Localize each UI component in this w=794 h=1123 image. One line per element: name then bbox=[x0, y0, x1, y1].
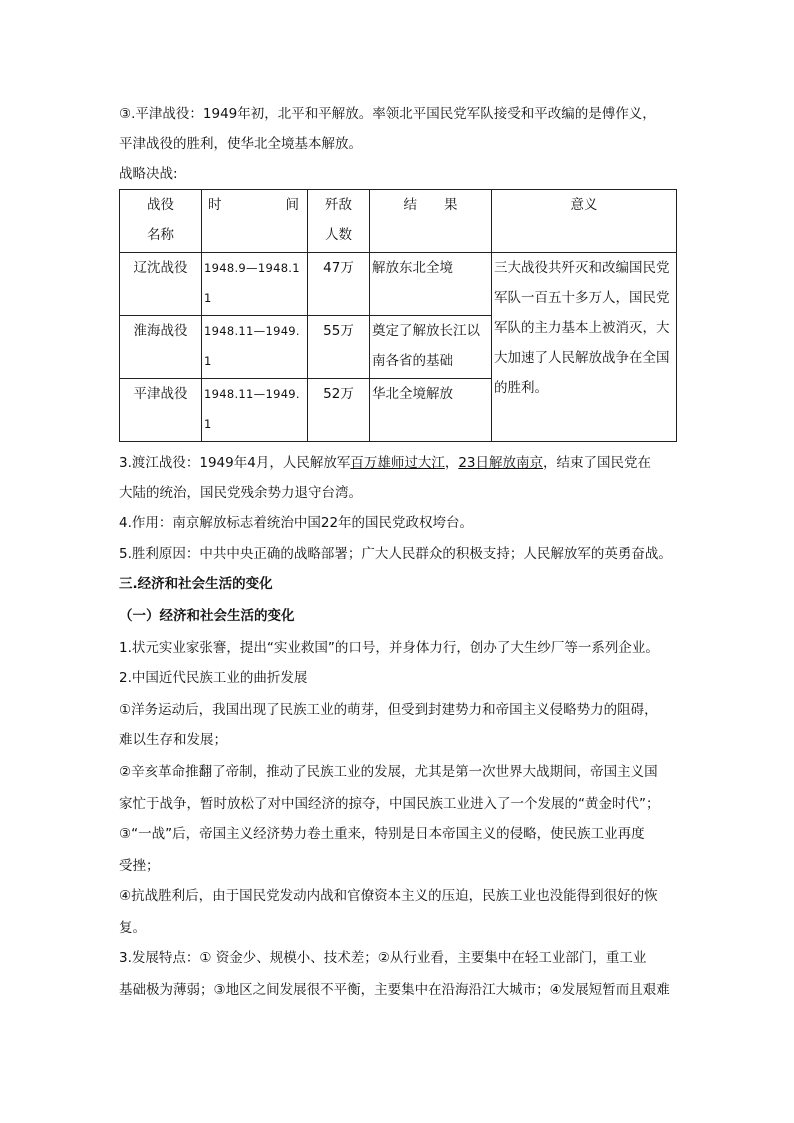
battle-result: 解放东北全境 bbox=[370, 253, 492, 316]
header-enemy-1: 歼敌 bbox=[325, 197, 352, 213]
header-enemy bbox=[308, 190, 370, 253]
decisive-battles-table bbox=[119, 189, 677, 442]
dev1-line2: 难以生存和发展； bbox=[119, 732, 227, 748]
dev3-line1: ③“一战”后，帝国主义经济势力卷土重来，特别是日本帝国主义的侵略，使民族工业再度 bbox=[119, 826, 645, 842]
pingjin-battle-line2: 平津战役的胜利，使华北全境基本解放。 bbox=[119, 136, 362, 152]
section-title: 三.经济和社会生活的变化 bbox=[119, 576, 273, 592]
header-time bbox=[202, 190, 308, 253]
victory-reasons: 5.胜利原因：中共中央正确的战略部署；广大人民群众的积极支持；人民解放军的英勇奋战。 bbox=[119, 546, 672, 562]
table-row bbox=[120, 253, 677, 316]
header-battle-name-1: 战役 bbox=[147, 197, 174, 213]
dujiang-underline-1: 百万雄师过大江 bbox=[350, 455, 445, 471]
dujiang-line2: 大陆的统治，国民党残余势力退守台湾。 bbox=[119, 485, 362, 501]
battle-enemy: 52万 bbox=[308, 379, 370, 442]
pingjin-battle-line1: ③.平津战役：1949年初，北平和平解放。率领北平国民党军队接受和平改编的是傅作义， bbox=[119, 106, 656, 122]
dujiang-underline-2: 23日解放南京 bbox=[458, 455, 544, 471]
dujiang-line1 bbox=[119, 448, 679, 478]
battle-name: 辽沈战役 bbox=[120, 253, 202, 316]
battle-result: 奠定了解放长江以南各省的基础 bbox=[370, 316, 492, 379]
dev2-line2: 家忙于战争，暂时放松了对中国经济的掠夺，中国民族工业进入了一个发展的“黄金时代”； bbox=[119, 796, 660, 812]
header-significance: 意义 bbox=[492, 190, 677, 253]
dev2-line1: ②辛亥革命推翻了帝制，推动了民族工业的发展，尤其是第一次世界大战期间，帝国主义国 bbox=[119, 764, 658, 780]
battle-name: 平津战役 bbox=[120, 379, 202, 442]
features-line1: 3.发展特点：① 资金少、规模小、技术差；②从行业看，主要集中在轻工业部门，重工业 bbox=[119, 950, 647, 966]
battle-time: 1948.11—1949.1 bbox=[202, 379, 308, 442]
header-battle-name bbox=[120, 190, 202, 253]
battles-significance: 三大战役共歼灭和改编国民党军队一百五十多万人，国民党军队的主力基本上被消灭，大大加速了人民解放战争在全国的胜利。 bbox=[492, 253, 677, 442]
item2: 2.中国近代民族工业的曲折发展 bbox=[119, 670, 308, 686]
battle-time: 1948.11—1949.1 bbox=[202, 316, 308, 379]
header-time-1: 时 bbox=[208, 197, 222, 213]
header-battle-name-2: 名称 bbox=[147, 227, 174, 243]
battle-enemy: 47万 bbox=[308, 253, 370, 316]
effect-line: 4.作用：南京解放标志着统治中国22年的国民党政权垮台。 bbox=[119, 515, 474, 531]
features-line2: 基础极为薄弱；③地区之间发展很不平衡，主要集中在沿海沿江大城市；④发展短暂而且艰难 bbox=[119, 982, 670, 998]
dujiang-prefix: 3.渡江战役：1949年4月，人民解放军 bbox=[119, 455, 351, 471]
table-caption: 战略决战: bbox=[119, 166, 178, 182]
dev4-line1: ④抗战胜利后，由于国民党发动内战和官僚资本主义的压迫，民族工业也没能得到很好的恢 bbox=[119, 888, 658, 904]
header-enemy-2: 人数 bbox=[325, 227, 352, 243]
header-time-2: 间 bbox=[285, 197, 299, 213]
header-result: 结 果 bbox=[370, 190, 492, 253]
dujiang-mid: ， bbox=[444, 455, 459, 471]
battle-time: 1948.9—1948.11 bbox=[202, 253, 308, 316]
battle-result: 华北全境解放 bbox=[370, 379, 492, 442]
subsection-title: （一）经济和社会生活的变化 bbox=[119, 608, 295, 624]
dev1-line1: ①洋务运动后，我国出现了民族工业的萌芽，但受到封建势力和帝国主义侵略势力的阻碍， bbox=[119, 702, 658, 718]
battle-enemy: 55万 bbox=[308, 316, 370, 379]
battle-name: 淮海战役 bbox=[120, 316, 202, 379]
dev3-line2: 受挫； bbox=[119, 858, 160, 874]
item1: 1.状元实业家张謇，提出“实业救国”的口号，并身体力行，创办了大生纱厂等一系列企业。 bbox=[119, 640, 659, 656]
dev4-line2: 复。 bbox=[119, 920, 146, 936]
dujiang-suffix: ，结束了国民党在 bbox=[543, 455, 652, 471]
table-header-row bbox=[120, 190, 677, 253]
